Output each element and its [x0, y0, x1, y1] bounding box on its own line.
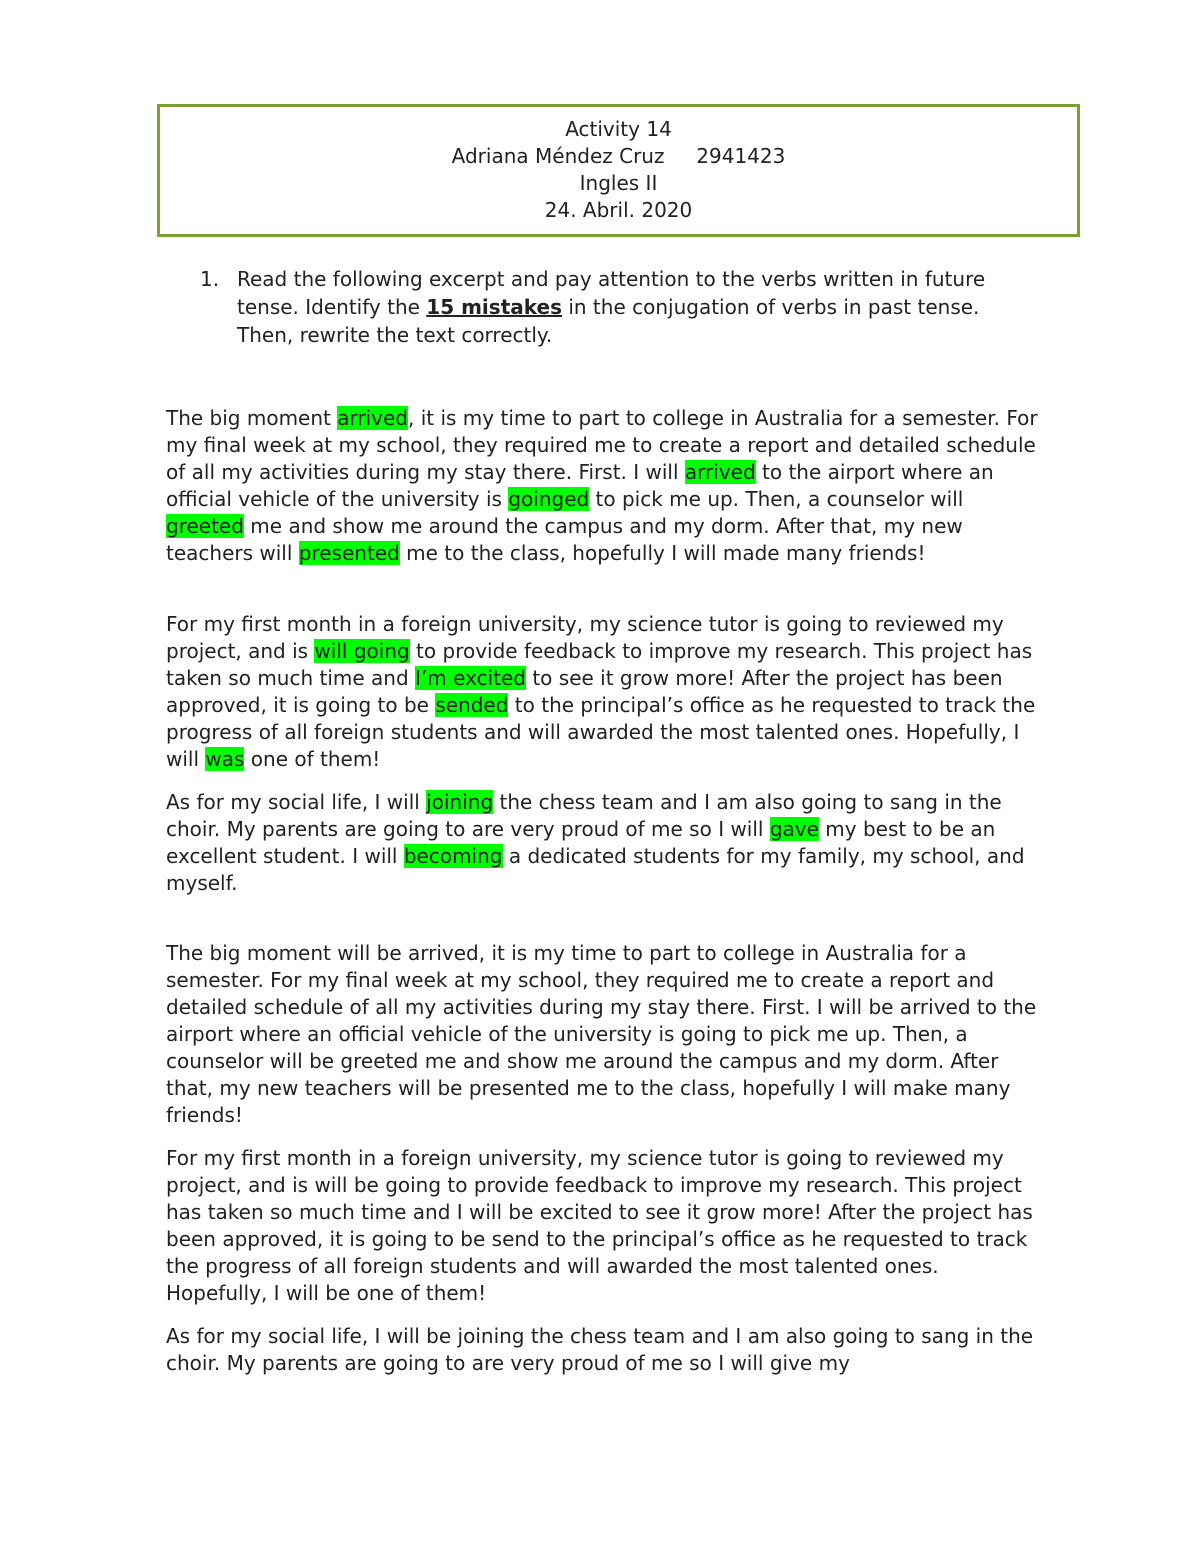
course-name: Ingles II [579, 171, 658, 195]
highlighted-verb: gave [769, 817, 819, 841]
mistakes-emphasis: 15 mistakes [426, 295, 562, 319]
student-line [160, 143, 1077, 170]
highlighted-verb: I’m excited [415, 666, 526, 690]
student-name: Adriana Méndez Cruz [451, 144, 665, 168]
highlighted-verb: presented [298, 541, 400, 565]
highlighted-verb: was [205, 747, 245, 771]
date: 24. Abril. 2020 [544, 198, 693, 222]
original-paragraph-2: For my first month in a foreign university, my science tutor is going to reviewed my project, and is will going to provide feedback to improve my research. This project has taken so much time and I’m excited to see it grow more! After the project has been approved, it is going to be sended to the principal’s office as he requested to track the progress of all foreign students and will awarded the most talented ones. Hopefully, I will was one of them! [166, 612, 1036, 771]
corrected-paragraph-2: For my first month in a foreign university, my science tutor is going to reviewed my project, and is will be going to provide feedback to improve my research. This project has taken so much time and I will be excited to see it grow more! After the project has been approved, it is going to be send to the principal’s office as he requested to track the progress of all foreign students and will awarded the most talented ones. Hopefully, I will be one of them! [166, 1146, 1033, 1305]
instructions-text: Read the following excerpt and pay attention to the verbs written in future tense. Identify the 15 mistakes in the conjugation of verbs in past tense. Then, rewrite the text correctly. [237, 267, 986, 347]
original-paragraph-1: The big moment arrived, it is my time to part to college in Australia for a semester. For my final week at my school, they required me to create a report and detailed schedule of all my activities during my stay there. First. I will arrived to the airport where an official vehicle of the university is goinged to pick me up. Then, a counselor will greeted me and show me around the campus and my dorm. After that, my new teachers will presented me to the class, hopefully I will made many friends! [166, 406, 1038, 565]
highlighted-verb: joining [426, 790, 494, 814]
header-box [157, 104, 1080, 237]
highlighted-verb: will going [314, 639, 410, 663]
instructions-item [200, 265, 1020, 349]
corrected-paragraph-1: The big moment will be arrived, it is my time to part to college in Australia for a semester. For my final week at my school, they required me to create a report and detailed schedule of all my activities during my stay there. First. I will be arrived to the airport where an official vehicle of the university is going to pick me up. Then, a counselor will be greeted me and show me around the campus and my dorm. After that, my new teachers will be presented me to the class, hopefully I will make many friends! [166, 941, 1037, 1127]
corrected-paragraph-3: As for my social life, I will be joining the chess team and I am also going to sang in the choir. My parents are going to are very proud of me so I will give my [166, 1324, 1034, 1375]
highlighted-verb: sended [435, 693, 509, 717]
highlighted-verb: arrived [684, 460, 756, 484]
activity-title: Activity 14 [565, 117, 672, 141]
highlighted-verb: becoming [403, 844, 503, 868]
highlighted-verb: arrived [337, 406, 408, 430]
highlighted-verb: greeted [166, 514, 244, 538]
highlighted-verb: goinged [508, 487, 590, 511]
student-id: 2941423 [696, 144, 786, 168]
list-number: 1. [200, 267, 220, 291]
original-paragraph-3: As for my social life, I will joining the chess team and I am also going to sang in the choir. My parents are going to are very proud of me so I will gave my best to be an excellent student. I will becoming a dedicated students for my family, my school, and myself. [166, 790, 1025, 895]
